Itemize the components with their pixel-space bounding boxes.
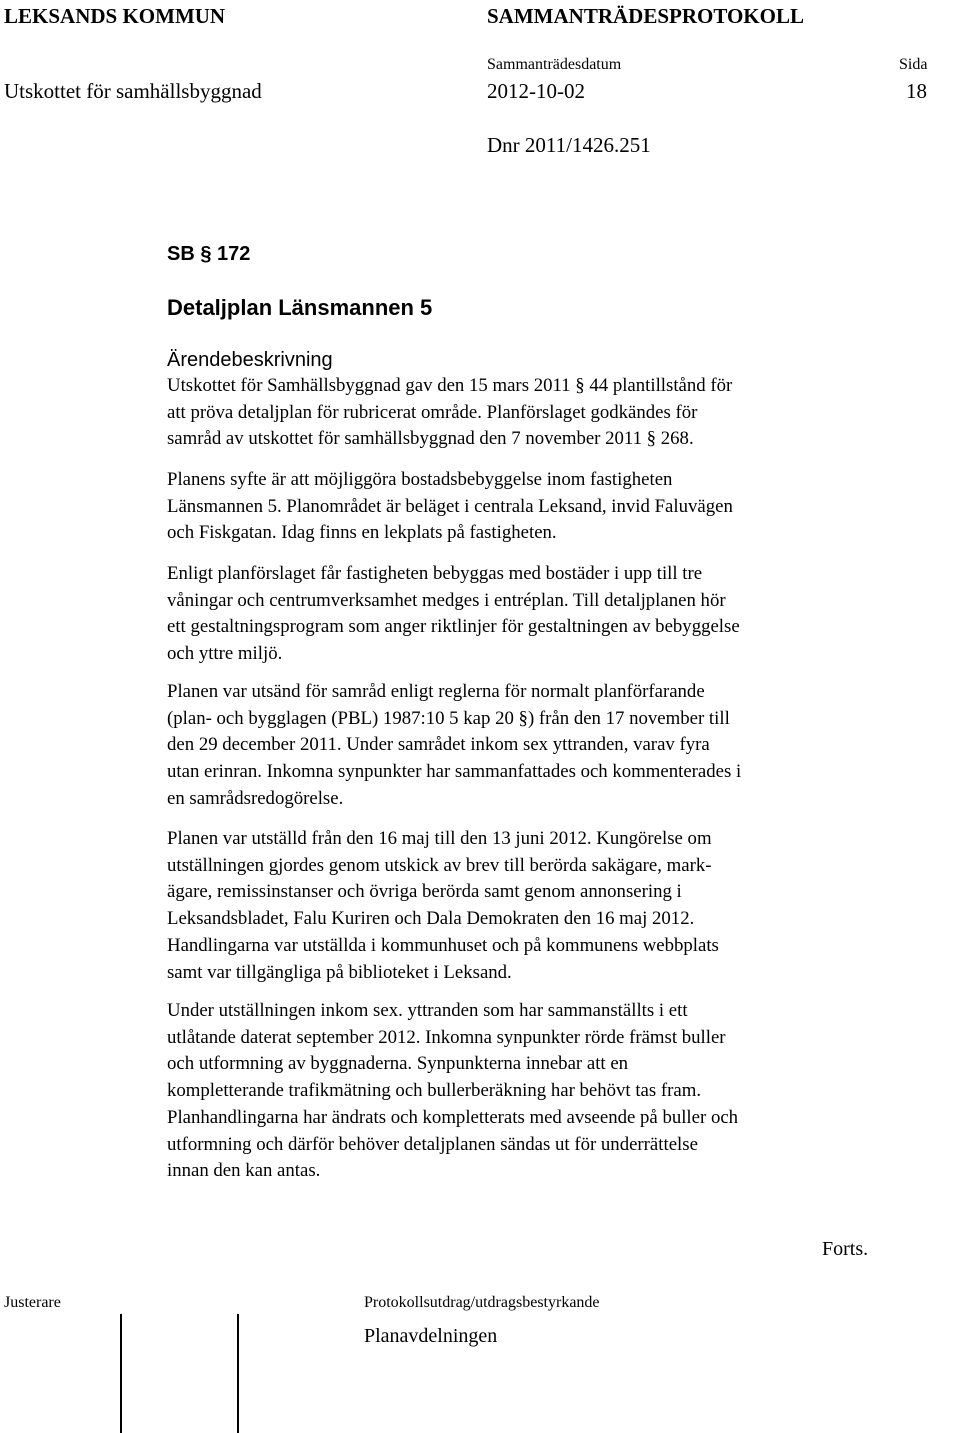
paragraph-5 bbox=[167, 826, 887, 986]
text-line: utställningen gjordes genom utskick av brev till berörda sakägare, mark- bbox=[167, 854, 712, 876]
text-line: Planen var utsänd för samråd enligt reglerna för normalt planförfarande bbox=[167, 681, 705, 702]
text-line: att pröva detaljplan för rubricerat område. Planförslaget godkändes för bbox=[167, 401, 698, 423]
text-line: Enligt planförslaget får fastigheten bebyggas med bostäder i upp till tre bbox=[167, 563, 703, 584]
text-line: Leksandsbladet, Falu Kuriren och Dala Demokraten den 16 maj 2012. bbox=[167, 908, 695, 930]
justerare-label: Justerare bbox=[4, 1294, 61, 1311]
text-line: Utskottet för Samhällsbyggnad gav den 15 mars 2011 § 44 plantillstånd för bbox=[167, 375, 733, 396]
item-number: SB § 172 bbox=[167, 243, 251, 265]
signature-box-divider bbox=[237, 1314, 239, 1433]
text-line: Planens syfte är att möjliggöra bostadsbebyggelse inom fastigheten bbox=[167, 469, 673, 490]
paragraph-2 bbox=[167, 467, 887, 547]
page-number: 18 bbox=[906, 79, 927, 103]
paragraph-1 bbox=[167, 373, 887, 453]
text-line: Under utställningen inkom sex. yttranden som har sammanställts i ett bbox=[167, 1000, 688, 1021]
committee-name: Utskottet för samhällsbyggnad bbox=[4, 79, 262, 103]
paragraph-3 bbox=[167, 561, 887, 668]
section-heading: Ärendebeskrivning bbox=[167, 349, 333, 371]
signature-box-divider bbox=[120, 1314, 122, 1433]
text-line: samråd av utskottet för samhällsbyggnad den 7 november 2011 § 268. bbox=[167, 428, 694, 450]
text-line: innan den kan antas. bbox=[167, 1160, 321, 1182]
text-line: samt var tillgängliga på biblioteket i Leksand. bbox=[167, 961, 512, 983]
text-line: den 29 december 2011. Under samrådet inkom sex yttranden, varav fyra bbox=[167, 734, 710, 756]
text-line: kompletterande trafikmätning och bullerberäkning har behövt tas fram. bbox=[167, 1080, 702, 1102]
text-line: våningar och centrumverksamhet medges i entréplan. Till detaljplanen hör bbox=[167, 589, 726, 611]
text-line: Länsmannen 5. Planområdet är beläget i centrala Leksand, invid Faluvägen bbox=[167, 495, 733, 517]
continuation-marker: Forts. bbox=[822, 1238, 869, 1260]
text-line: (plan- och bygglagen (PBL) 1987:10 5 kap 20 §) från den 17 november till bbox=[167, 707, 730, 729]
paragraph-4 bbox=[167, 679, 887, 813]
item-title: Detaljplan Länsmannen 5 bbox=[167, 295, 433, 320]
document-type: SAMMANTRÄDESPROTOKOLL bbox=[487, 4, 804, 28]
text-line: och utformning av byggnaderna. Synpunkterna innebar att en bbox=[167, 1053, 629, 1075]
text-line: ett gestaltningsprogram som anger riktlinjer för gestaltningen av bebyggelse bbox=[167, 616, 740, 638]
text-line: utan erinran. Inkomna synpunkter har sammanfattades och kommenterades i bbox=[167, 761, 742, 783]
paragraph-6 bbox=[167, 998, 887, 1185]
text-line: och Fiskgatan. Idag finns en lekplats på fastigheten. bbox=[167, 522, 557, 544]
text-line: Handlingarna var utställda i kommunhuset och på kommunens webbplats bbox=[167, 934, 719, 956]
meeting-date: 2012-10-02 bbox=[487, 79, 585, 103]
text-line: en samrådsredogörelse. bbox=[167, 787, 344, 809]
text-line: utlåtande daterat september 2012. Inkomna synpunkter rörde främst buller bbox=[167, 1026, 726, 1048]
municipality-name: LEKSANDS KOMMUN bbox=[4, 4, 226, 28]
page-label: Sida bbox=[899, 56, 928, 73]
recipient: Planavdelningen bbox=[364, 1325, 498, 1347]
date-label: Sammanträdesdatum bbox=[487, 56, 622, 73]
text-line: utformning och därför behöver detaljplanen sändas ut för underrättelse bbox=[167, 1133, 698, 1155]
text-line: Planen var utställd från den 16 maj till den 13 juni 2012. Kungörelse om bbox=[167, 828, 712, 849]
protokoll-label: Protokollsutdrag/utdragsbestyrkande bbox=[364, 1294, 600, 1311]
text-line: och yttre miljö. bbox=[167, 643, 283, 665]
text-line: Planhandlingarna har ändrats och kompletterats med avseende på buller och bbox=[167, 1106, 739, 1128]
diary-number: Dnr 2011/1426.251 bbox=[487, 133, 651, 157]
text-line: ägare, remissinstanser och övriga berörda samt genom annonsering i bbox=[167, 881, 682, 903]
